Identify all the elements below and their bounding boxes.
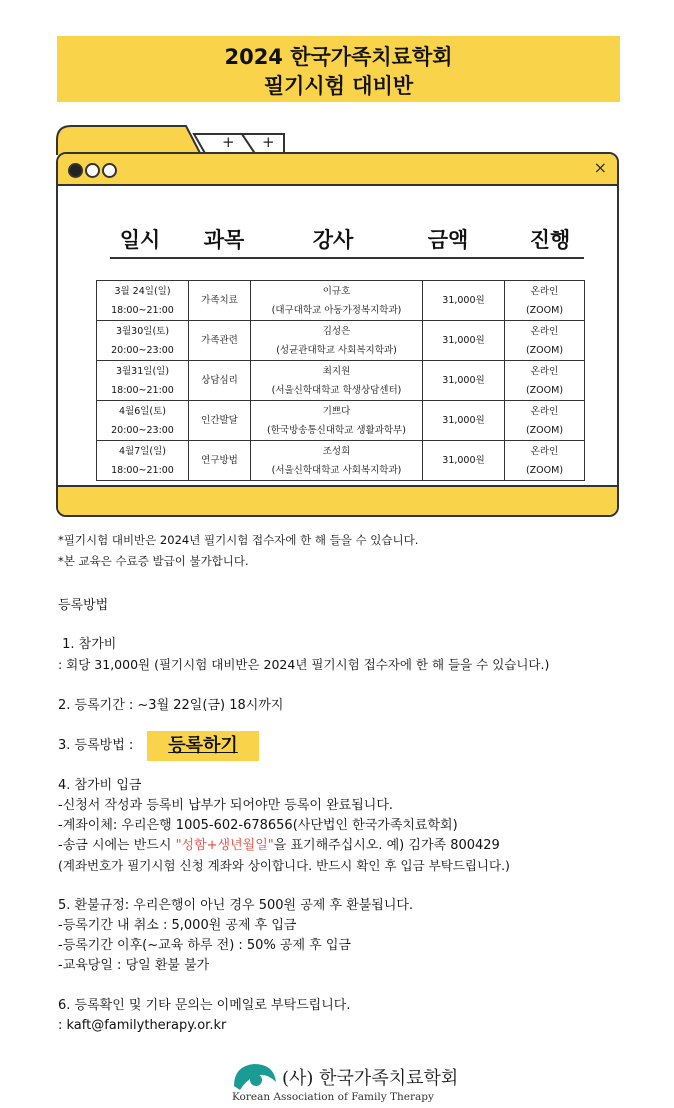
instructor-cell: 이규호 (대구대학교 아동가정복지학과): [251, 281, 423, 321]
contact-title: 6. 등록확인 및 기타 문의는 이메일로 부탁드립니다.: [58, 998, 351, 1013]
subject-cell: 가족관련: [189, 321, 251, 361]
date-cell: 3월 24일(일) 18:00~21:00: [97, 281, 189, 321]
mode-cell: 온라인 (ZOOM): [505, 321, 585, 361]
table-row: [97, 401, 585, 441]
mode-cell: 온라인 (ZOOM): [505, 361, 585, 401]
payment-line: -신청서 작성과 등록비 납부가 되어야만 등록이 완료됩니다.: [58, 798, 394, 813]
instructor-cell: 조성희 (서울신학대학교 사회복지학과): [251, 441, 423, 481]
payment-remit-note: -송금 시에는 반드시 "성함+생년월일"을 표기해주십시오. 예) 김가족 800429: [58, 838, 500, 853]
note-line: *본 교육은 수료증 발급이 불가합니다.: [58, 554, 249, 568]
subject-cell: 가족치료: [189, 281, 251, 321]
title-banner: [57, 36, 620, 102]
instructor-cell: 기쁘다 (한국방송통신대학교 생활과학부): [251, 401, 423, 441]
close-icon: ×: [593, 158, 607, 177]
note-line: *필기시험 대비반은 2024년 필기시험 접수자에 한 해 들을 수 있습니다.: [58, 533, 419, 547]
table-row: [97, 281, 585, 321]
window-footer-bar: [58, 485, 617, 515]
table-row: [97, 361, 585, 401]
fee-cell: 31,000원: [423, 441, 505, 481]
window-dot-icon: [85, 163, 100, 178]
logo-name: (사) 한국가족치료학회: [282, 1068, 459, 1089]
refund-line: -교육당일 : 당일 환불 불가: [58, 958, 210, 973]
date-cell: 3월30일(토) 20:00~23:00: [97, 321, 189, 361]
header-mode: 진행: [529, 228, 571, 252]
kaft-logo-icon: [230, 1060, 280, 1092]
header-subject: 과목: [203, 228, 245, 252]
header-date: 일시: [119, 228, 161, 252]
payment-title: 4. 참가비 입금: [58, 778, 142, 793]
method-label: 3. 등록방법 :: [58, 738, 134, 753]
payment-caution: (계좌번호가 필기시험 신청 계좌와 상이합니다. 반드시 확인 후 입금 부탁드립니다.): [58, 858, 510, 873]
fee-cell: 31,000원: [423, 321, 505, 361]
date-cell: 3월31일(일) 18:00~21:00: [97, 361, 189, 401]
instructor-cell: 김성은 (성균관대학교 사회복지학과): [251, 321, 423, 361]
subject-cell: 인간발달: [189, 401, 251, 441]
banner-title-line1: 2024 한국가족치료학회: [224, 45, 453, 69]
logo-english: Korean Association of Family Therapy: [232, 1091, 434, 1103]
window-titlebar: [58, 154, 617, 186]
banner-title-line2: 필기시험 대비반: [263, 74, 414, 98]
mode-cell: 온라인 (ZOOM): [505, 401, 585, 441]
registration-title: 등록방법: [58, 598, 109, 613]
tab-plus-2-icon: +: [262, 133, 275, 151]
header-instructor: 강사: [312, 228, 354, 252]
date-cell: 4월6일(토) 20:00~23:00: [97, 401, 189, 441]
fee-section-title: 1. 참가비: [58, 637, 117, 652]
refund-line: -등록기간 이후(~교육 하루 전) : 50% 공제 후 입금: [58, 938, 351, 953]
period-line: 2. 등록기간 : ~3월 22일(금) 18시까지: [58, 698, 284, 713]
fee-cell: 31,000원: [423, 281, 505, 321]
name-birthdate-highlight: "성함+생년월일": [175, 838, 274, 853]
subject-cell: 연구방법: [189, 441, 251, 481]
refund-title: 5. 환불규정: 우리은행이 아닌 경우 500원 공제 후 환불됩니다.: [58, 898, 414, 913]
date-cell: 4월7일(일) 18:00~21:00: [97, 441, 189, 481]
fee-section-body: : 회당 31,000원 (필기시험 대비반은 2024년 필기시험 접수자에 한 해 들을 수 있습니다.): [58, 657, 550, 672]
header-fee: 금액: [427, 228, 469, 252]
subject-cell: 상담심리: [189, 361, 251, 401]
schedule-table: [96, 280, 585, 481]
register-button[interactable]: 등록하기: [147, 731, 259, 761]
header-divider: [110, 257, 584, 259]
instructor-cell: 최지원 (서울신학대학교 학생상담센터): [251, 361, 423, 401]
payment-account: -계좌이체: 우리은행 1005-602-678656(사단법인 한국가족치료학회): [58, 818, 458, 833]
mode-cell: 온라인 (ZOOM): [505, 441, 585, 481]
refund-line: -등록기간 내 취소 : 5,000원 공제 후 입금: [58, 918, 297, 933]
table-row: [97, 321, 585, 361]
window-dot-filled-icon: [68, 163, 83, 178]
mode-cell: 온라인 (ZOOM): [505, 281, 585, 321]
tab-plus-1-icon: +: [222, 133, 235, 151]
table-row: [97, 441, 585, 481]
fee-cell: 31,000원: [423, 361, 505, 401]
fee-cell: 31,000원: [423, 401, 505, 441]
window-dot-icon: [102, 163, 117, 178]
contact-email[interactable]: : kaft@familytherapy.or.kr: [58, 1018, 227, 1033]
